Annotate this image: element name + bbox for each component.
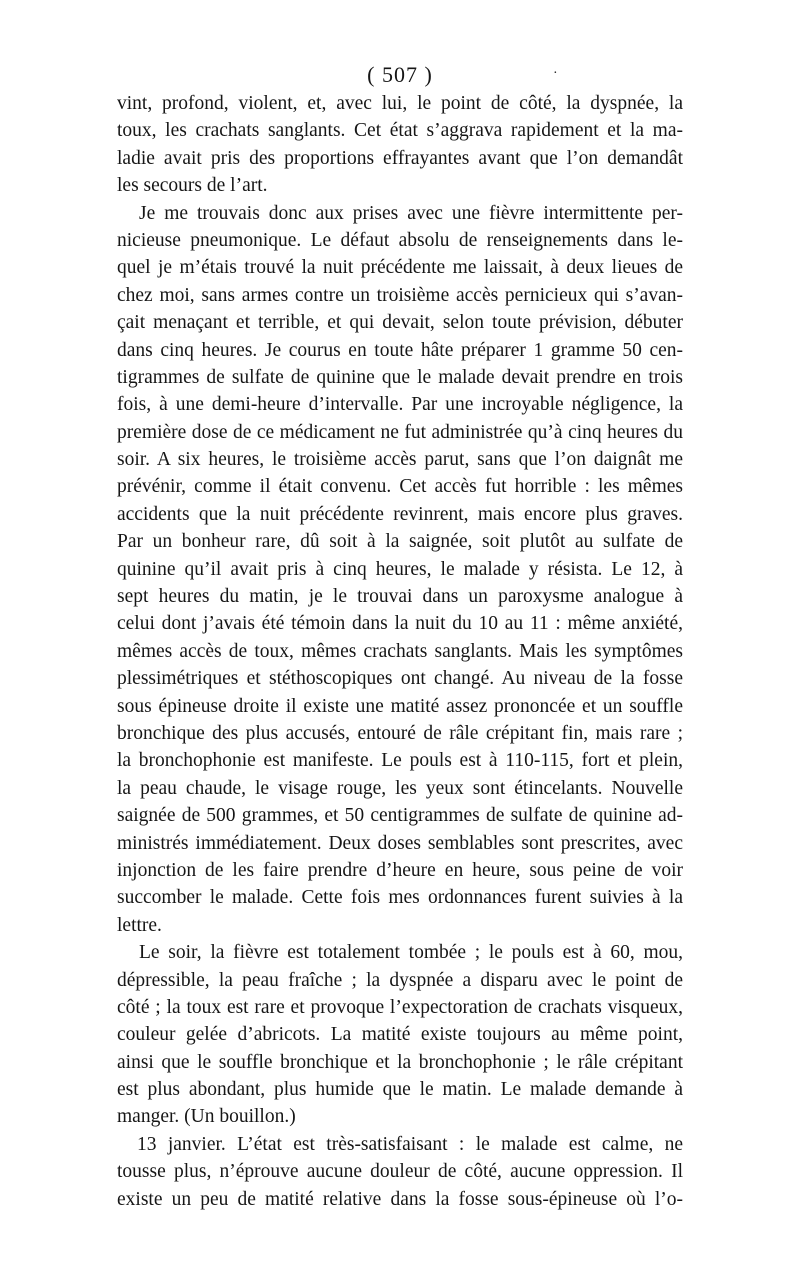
text-line: celui dont j’avais été témoin dans la nuit du 10 au 11 : même anxiété, xyxy=(117,613,683,635)
text-line: prévénir, comme il était convenu. Cet accès fut horrible : les mêmes xyxy=(117,476,683,498)
text-line: couleur gelée d’abricots. La matité existe toujours au même point, xyxy=(117,1024,683,1046)
text-line: est plus abondant, plus humide que le matin. Le malade demande à xyxy=(117,1079,683,1101)
text-line: quel je m’étais trouvé la nuit précédente me laissait, à deux lieues de xyxy=(117,257,683,279)
text-line: tousse plus, n’éprouve aucune douleur de côté, aucune oppression. Il xyxy=(117,1161,683,1183)
text-line: chez moi, sans armes contre un troisième accès pernicieux qui s’avan- xyxy=(117,284,683,306)
text-line: la peau chaude, le visage rouge, les yeux sont étincelants. Nouvelle xyxy=(117,777,683,799)
text-line: nicieuse pneumonique. Le défaut absolu de renseignements dans le- xyxy=(117,229,683,251)
text-line: manger. (Un bouillon.) xyxy=(117,1106,296,1128)
text-line: les secours de l’art. xyxy=(117,175,268,197)
text-line: lettre. xyxy=(117,914,162,936)
text-line: Par un bonheur rare, dû soit à la saignée, soit plutôt au sulfate de xyxy=(117,531,683,553)
page-number: ( 507 ) xyxy=(367,62,433,87)
text-line: plessimétriques et stéthoscopiques ont changé. Au niveau de la fosse xyxy=(117,668,683,690)
text-line: ladie avait pris des proportions effrayantes avant que l’on demandât xyxy=(117,147,683,169)
paragraph-start-line: Le soir, la fièvre est totalement tombée ; le pouls est à 60, mou, xyxy=(139,942,683,964)
text-line: ministrés immédiatement. Deux doses semblables sont prescrites, avec xyxy=(117,832,683,854)
text-line: fois, à une demi-heure d’intervalle. Par une incroyable négligence, la xyxy=(117,394,683,416)
text-line: ainsi que le souffle bronchique et la bronchophonie ; le râle crépitant xyxy=(117,1051,683,1073)
paragraph-start-line: 13 janvier. L’état est très-satisfaisant : le malade est calme, ne xyxy=(137,1133,683,1155)
text-line: succomber le malade. Cette fois mes ordonnances furent suivies à la xyxy=(117,887,683,909)
text-line: injonction de les faire prendre d’heure en heure, sous peine de voir xyxy=(117,859,683,881)
text-line: accidents que la nuit précédente revinrent, mais encore plus graves. xyxy=(117,503,683,525)
paragraph-start-line: Je me trouvais donc aux prises avec une fièvre intermittente per- xyxy=(139,202,683,224)
text-line: sous épineuse droite il existe une matité assez prononcée et un souffle xyxy=(117,695,683,717)
text-line: dépressible, la peau fraîche ; la dyspnée a disparu avec le point de xyxy=(117,969,683,991)
print-mark: · xyxy=(553,66,558,81)
text-line: existe un peu de matité relative dans la fosse sous-épineuse où l’o- xyxy=(117,1188,683,1210)
text-line: quinine qu’il avait pris à cinq heures, le malade y résista. Le 12, à xyxy=(117,558,683,580)
text-line: première dose de ce médicament ne fut administrée qu’à cinq heures du xyxy=(117,421,683,443)
text-line: bronchique des plus accusés, entouré de râle crépitant fin, mais rare ; xyxy=(117,722,683,744)
text-line: côté ; la toux est rare et provoque l’expectoration de crachats visqueux, xyxy=(117,996,683,1018)
text-line: soir. A six heures, le troisième accès parut, sans que l’on daignât me xyxy=(117,449,683,471)
text-line: saignée de 500 grammes, et 50 centigrammes de sulfate de quinine ad- xyxy=(117,805,683,827)
text-line: mêmes accès de toux, mêmes crachats sanglants. Mais les symptômes xyxy=(117,640,683,662)
text-line: toux, les crachats sanglants. Cet état s’aggrava rapidement et la ma- xyxy=(117,120,683,142)
text-line: la bronchophonie est manifeste. Le pouls est à 110-115, fort et plein, xyxy=(117,750,683,772)
text-line: dans cinq heures. Je courus en toute hâte préparer 1 gramme 50 cen- xyxy=(117,339,683,361)
text-line: vint, profond, violent, et, avec lui, le point de côté, la dyspnée, la xyxy=(117,93,683,114)
body-text xyxy=(117,90,683,1213)
text-line: sept heures du matin, je le trouvai dans un paroxysme analogue à xyxy=(117,586,683,608)
text-line: çait menaçant et terrible, et qui devait, selon toute prévision, débuter xyxy=(117,312,683,334)
text-line: tigrammes de sulfate de quinine que le malade devait prendre en trois xyxy=(117,366,683,388)
